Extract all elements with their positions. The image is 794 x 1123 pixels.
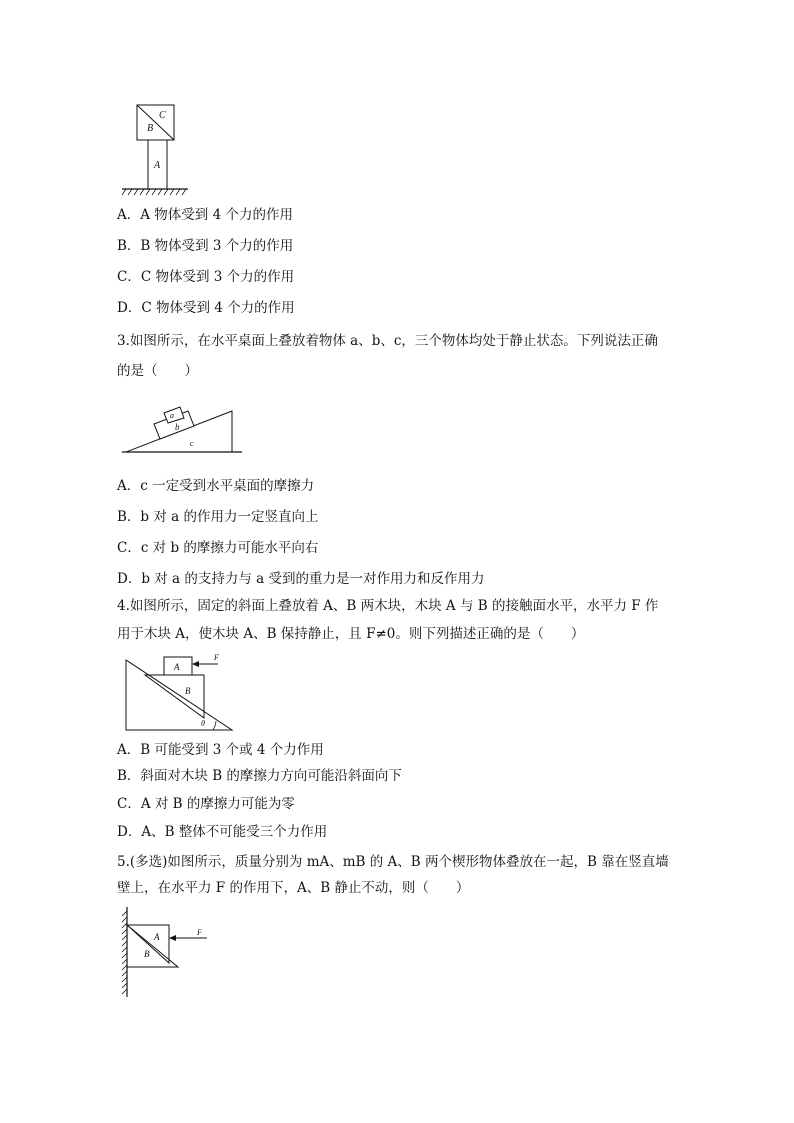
q4-stem-line2: 用于木块 A，使木块 A、B 保持静止，且 F≠0。则下列描述正确的是（ ） — [117, 626, 585, 642]
q3-stem-line2: 的是（ ） — [117, 363, 198, 379]
fig3-label-theta: θ — [201, 719, 205, 728]
fig2-label-b: b — [175, 422, 180, 432]
fig2-label-c: c — [190, 439, 194, 448]
fig4-label-f: F — [197, 928, 202, 937]
figure-stacked-blocks-abc — [120, 100, 192, 196]
q2-option-b: B．B 物体受到 3 个力的作用 — [117, 238, 294, 254]
q4-option-b: B．斜面对木块 B 的摩擦力方向可能沿斜面向下 — [117, 768, 402, 784]
q2-option-d: D．C 物体受到 4 个力的作用 — [117, 300, 295, 316]
q5-stem-line1: 5.(多选)如图所示，质量分别为 mA、mB 的 A、B 两个楔形物体叠放在一起，B 靠在竖直墙 — [117, 854, 669, 870]
figure-incline-abc — [120, 393, 244, 458]
q3-option-b: B．b 对 a 的作用力一定竖直向上 — [117, 509, 319, 525]
fig4-label-b: B — [144, 949, 150, 959]
q3-option-d: D．b 对 a 的支持力与 a 受到的重力是一对作用力和反作用力 — [117, 571, 485, 587]
q4-option-a: A．B 可能受到 3 个或 4 个力作用 — [117, 742, 324, 758]
fig1-label-b: B — [147, 123, 154, 134]
fig4-label-a: A — [154, 932, 160, 942]
q5-stem-line2: 壁上，在水平力 F 的作用下，A、B 静止不动，则（ ） — [117, 880, 470, 896]
q2-option-a: A．A 物体受到 4 个力的作用 — [117, 207, 293, 223]
q4-option-d: D．A、B 整体不可能受三个力作用 — [117, 824, 328, 840]
fig2-label-a: a — [170, 411, 174, 420]
figure-wall-wedges-ab — [117, 905, 213, 999]
fig3-label-a: A — [174, 662, 180, 672]
fig1-label-c: C — [159, 110, 166, 121]
q2-option-c: C．C 物体受到 3 个力的作用 — [117, 269, 295, 285]
fig1-label-a: A — [154, 160, 161, 171]
fig3-label-b: B — [185, 686, 191, 696]
q3-option-a: A．c 一定受到水平桌面的摩擦力 — [117, 478, 315, 494]
q4-option-c: C．A 对 B 的摩擦力可能为零 — [117, 796, 295, 812]
figure-incline-force-ab — [120, 650, 240, 734]
q4-stem-line1: 4.如图所示，固定的斜面上叠放着 A、B 两木块，木块 A 与 B 的接触面水平，水平力 F 作 — [117, 598, 659, 614]
q3-option-c: C．c 对 b 的摩擦力可能水平向右 — [117, 540, 319, 556]
q3-stem-line1: 3.如图所示，在水平桌面上叠放着物体 a、b、c，三个物体均处于静止状态。下列说法正确 — [117, 333, 658, 349]
fig3-label-f: F — [214, 653, 219, 662]
